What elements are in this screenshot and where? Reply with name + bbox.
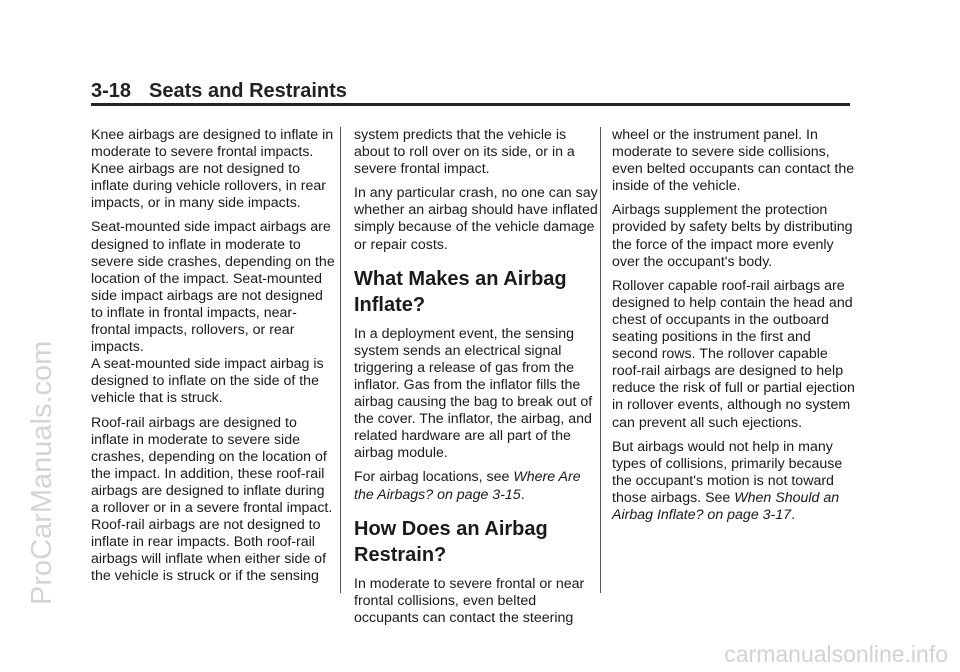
- paragraph-airbags-supplement: Airbags supplement the protection provided by safety belts by distributing the force of the impact more evenly over the occupant's body.: [612, 202, 853, 270]
- section-title: Seats and Restraints: [149, 80, 347, 102]
- paragraph-frontal-collisions: In moderate to severe frontal or near frontal collisions, even belted occupants can contact the steering: [354, 575, 585, 626]
- paragraph-rollover-prediction: system predicts that the vehicle is about to roll over on its side, or in a severe frontal impact.: [354, 127, 575, 178]
- header-rule: [91, 103, 850, 106]
- paragraph-airbags-not-help: [612, 439, 857, 524]
- not-help-period: .: [791, 506, 796, 523]
- locations-text: For airbag locations, see: [354, 469, 514, 486]
- heading-what-makes-airbag-inflate: What Makes an Airbag Inflate?: [354, 267, 567, 316]
- paragraph-knee-airbags: Knee airbags are designed to inflate in moderate to severe frontal impacts. Knee airbags are not designed to inflate during vehicle rollovers, in rear impacts, or in many side impacts.: [91, 127, 334, 212]
- paragraph-crash-inflation: In any particular crash, no one can say whether an airbag should have inflated simply because of the vehicle damage or repair costs.: [354, 185, 598, 253]
- column-divider-2: [600, 127, 601, 593]
- page-header: [91, 80, 347, 103]
- heading-how-does-airbag-restrain: How Does an Airbag Restrain?: [354, 517, 548, 566]
- paragraph-deployment-event: In a deployment event, the sensing system sends an electrical signal triggering a release of gas from the inflator. Gas from the inflator fills the airbag causing the bag to break out of the cover. The inflator, the airbag, and related hardware are all part of the airbag module.: [354, 325, 593, 462]
- locations-period: .: [520, 486, 525, 503]
- column-2: [354, 127, 599, 634]
- watermark-side: ProCarManuals.com: [26, 340, 58, 605]
- page-number: 3-18: [91, 80, 132, 102]
- cross-reference-when-should-inflate[interactable]: When Should an Airbag Inflate? on page 3-17: [612, 489, 840, 523]
- cross-reference-where-are-airbags[interactable]: Where Are the Airbags? on page 3-15: [354, 469, 581, 503]
- watermark-bottom: carmanualsonline.info: [724, 641, 948, 667]
- paragraph-rollover-roof-rail: Rollover capable roof-rail airbags are designed to help contain the head and chest of occupants in the outboard seating positions in the first and second rows. The rollover capable roof-rail airbags are designed to help reduce the risk of full or partial ejection in rollover events, although no system can prevent all such ejections.: [612, 277, 855, 431]
- column-3: [612, 127, 857, 531]
- paragraph-seat-mounted-airbags: Seat-mounted side impact airbags are designed to inflate in moderate to severe side crashes, depending on the location of the impact. Seat-mounted side impact airbags are not designed to inflate in frontal impacts, near-frontal impacts, rollovers, or rear impacts.: [91, 219, 335, 356]
- column-divider-1: [340, 127, 341, 593]
- paragraph-side-collisions: wheel or the instrument panel. In moderate to severe side collisions, even belted occupants can contact the inside of the vehicle.: [612, 127, 855, 195]
- not-help-text: But airbags would not help in many types of collisions, primarily because the occupant's motion is not toward those airbags. See: [612, 438, 843, 506]
- paragraph-roof-rail-airbags: Roof-rail airbags are designed to inflate in moderate to severe side crashes, depending on the location of the impact. In addition, these roof-rail airbags are designed to inflate during a rollover or in a severe frontal impact. Roof-rail airbags are not designed to inflate in rear impacts. Both roof-rail airbags will inflate when either side of the vehicle is struck or if the sensing: [91, 414, 333, 585]
- paragraph-airbag-locations: [354, 469, 599, 503]
- paragraph-seat-mounted-side: A seat-mounted side impact airbag is designed to inflate on the side of the vehicle that is struck.: [91, 356, 324, 407]
- column-1: [91, 127, 336, 592]
